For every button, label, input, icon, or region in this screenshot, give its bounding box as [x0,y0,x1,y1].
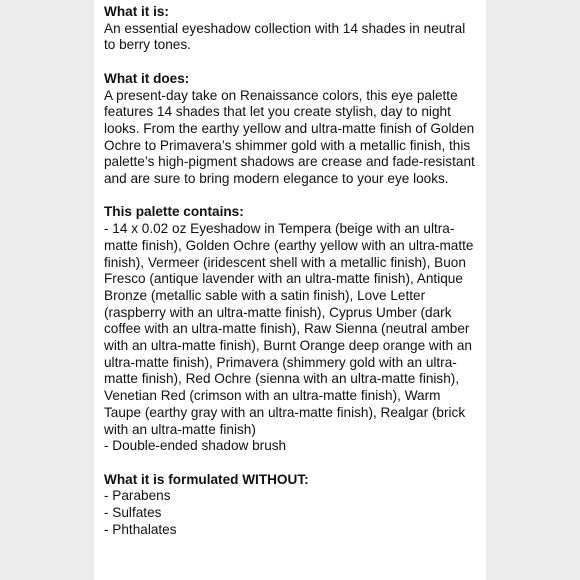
heading-palette-contains: This palette contains: [104,204,244,220]
list-item: - 14 x 0.02 oz Eyeshadow in Tempera (beige with an ultra-matte finish), Golden Ochre (earthy yellow with an ultra-matte finish), Vermeer (iridescent shell with a metallic finish), Buon Fresco (antique lavender with an ultra-matte finish), Antique Bronze (metallic sable with a satin finish), Love Letter (raspberry with an ultra-matte finish), Cyprus Umber (dark coffee with an ultra-matte finish), Raw Sienna (neutral amber with an ultra-matte finish), Burnt Orange deep orange with an ultra-matte finish), Primavera (shimmery gold with an ultra-matte finish), Red Ochre (sienna with an ultra-matte finish), Venetian Red (crimson with an ultra-matte finish), Warm Taupe (earthy gray with an ultra-matte finish), Realgar (brick with an ultra-matte finish) [104,221,474,437]
document-content [104,4,476,555]
list-item: - Double-ended shadow brush [104,438,287,454]
formulated-without-list [104,488,476,538]
section-what-it-is [104,4,476,54]
list-item: - Phthalates [104,521,177,537]
list-item: - Sulfates [104,505,162,521]
palette-contents-list [104,221,476,455]
section-what-it-does [104,71,476,188]
section-palette-contains [104,204,476,455]
section-formulated-without [104,472,476,539]
heading-what-it-is: What it is: [104,4,169,19]
list-item: - Parabens [104,488,171,504]
paragraph-what-it-does: A present-day take on Renaissance colors, this eye palette features 14 shades that let you create stylish, day to night looks. From the earthy yellow and ultra-matte finish of Golden Ochre to Primavera’s shimmer gold with a metallic finish, this palette’s high-pigment shadows are crease and fade-resistant and are sure to bring modern elegance to your eye looks. [104,87,475,187]
document-page [94,0,486,580]
heading-formulated-without: What it is formulated WITHOUT: [104,471,309,487]
heading-what-it-does: What it does: [104,70,190,86]
paragraph-what-it-is: An essential eyeshadow collection with 14 shades in neutral to berry tones. [104,20,466,53]
